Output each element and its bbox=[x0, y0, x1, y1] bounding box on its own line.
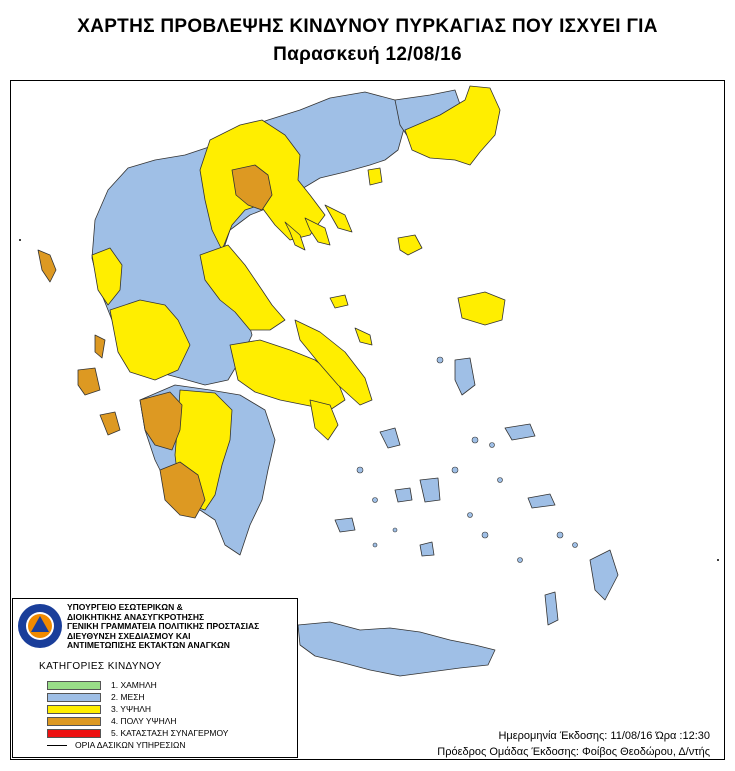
legend-label: 3. ΥΨΗΛΗ bbox=[111, 704, 152, 714]
legend-item-very-high bbox=[47, 716, 177, 726]
legend-label: 2. ΜΕΣΗ bbox=[111, 692, 145, 702]
island-thasos bbox=[368, 168, 382, 185]
island-naxos bbox=[420, 478, 440, 502]
legend-item-low bbox=[47, 680, 157, 690]
island-paros bbox=[395, 488, 412, 502]
map-title: ΧΑΡΤΗΣ ΠΡΟΒΛΕΨΗΣ ΚΙΝΔΥΝΟΥ ΠΥΡΚΑΓΙΑΣ ΠΟΥ ΙΣΧΥΕΙ ΓΙΑ bbox=[77, 16, 658, 37]
island-crete bbox=[298, 622, 495, 676]
legend-item-alert bbox=[47, 728, 228, 738]
legend-item-high bbox=[47, 704, 151, 714]
civil-protection-seal-icon bbox=[17, 603, 63, 649]
org-line: ΔΙΟΙΚΗΤΙΚΗΣ ΑΝΑΣΥΓΚΡΟΤΗΣΗΣ bbox=[67, 611, 205, 622]
legend-label: 4. ΠΟΛΥ ΥΨΗΛΗ bbox=[111, 716, 177, 726]
island-milos bbox=[335, 518, 355, 532]
island-sporades bbox=[330, 295, 372, 345]
legend-label: 1. ΧΑΜΗΛΗ bbox=[111, 680, 157, 690]
island-kefalonia bbox=[78, 368, 100, 395]
legend bbox=[12, 598, 298, 758]
island-chios bbox=[455, 358, 475, 395]
island-lefkada bbox=[95, 335, 105, 358]
org-line: ΥΠΟΥΡΓΕΙΟ ΕΣΩΤΕΡΙΚΩΝ & bbox=[67, 602, 183, 612]
legend-swatch bbox=[47, 729, 101, 738]
legend-swatch bbox=[47, 717, 101, 726]
region-ilia-very-high bbox=[140, 392, 182, 450]
island-limnos bbox=[398, 235, 422, 255]
boundary-line bbox=[47, 745, 67, 746]
island-andros bbox=[380, 428, 400, 448]
legend-swatch bbox=[47, 705, 101, 714]
island-samos bbox=[505, 424, 535, 440]
legend-organization bbox=[67, 603, 259, 651]
island-rhodes bbox=[590, 550, 618, 600]
legend-swatch bbox=[47, 693, 101, 702]
island-zakynthos bbox=[100, 412, 120, 435]
issue-author: Πρόεδρος Ομάδας Έκδοσης: Φοίβος Θεοδώρου, Δ/ντής bbox=[437, 746, 710, 758]
map-date: Παρασκευή 12/08/16 bbox=[273, 44, 462, 65]
org-line: ΓΕΝΙΚΗ ΓΡΑΜΜΑΤΕΙΑ ΠΟΛΙΤΙΚΗΣ ΠΡΟΣΤΑΣΙΑΣ bbox=[67, 621, 260, 632]
legend-categories-title: ΚΑΤΗΓΟΡΙΕΣ ΚΙΝΔΥΝΟΥ bbox=[39, 661, 162, 672]
legend-swatch bbox=[47, 681, 101, 690]
island-lesvos bbox=[458, 292, 505, 325]
island-santorini bbox=[420, 542, 434, 556]
legend-forest-boundary bbox=[47, 740, 185, 750]
issue-date: Ημερομηνία Έκδοσης: 11/08/16 Ώρα :12:30 bbox=[498, 730, 710, 742]
org-line: ΔΙΕΥΘΥΝΣΗ ΣΧΕΔΙΑΣΜΟΥ ΚΑΙ bbox=[67, 630, 191, 641]
island-kos bbox=[528, 494, 555, 508]
legend-item-medium bbox=[47, 692, 145, 702]
boundary-label: ΟΡΙΑ ΔΑΣΙΚΩΝ ΥΠΗΡΕΣΙΩΝ bbox=[75, 740, 186, 750]
island-corfu bbox=[38, 250, 56, 282]
island-karpathos bbox=[545, 592, 558, 625]
legend-label: 5. ΚΑΤΑΣΤΑΣΗ ΣΥΝΑΓΕΡΜΟΥ bbox=[111, 728, 229, 738]
org-line: ΑΝΤΙΜΕΤΩΠΙΣΗΣ ΕΚΤΑΚΤΩΝ ΑΝΑΓΚΩΝ bbox=[67, 640, 230, 651]
